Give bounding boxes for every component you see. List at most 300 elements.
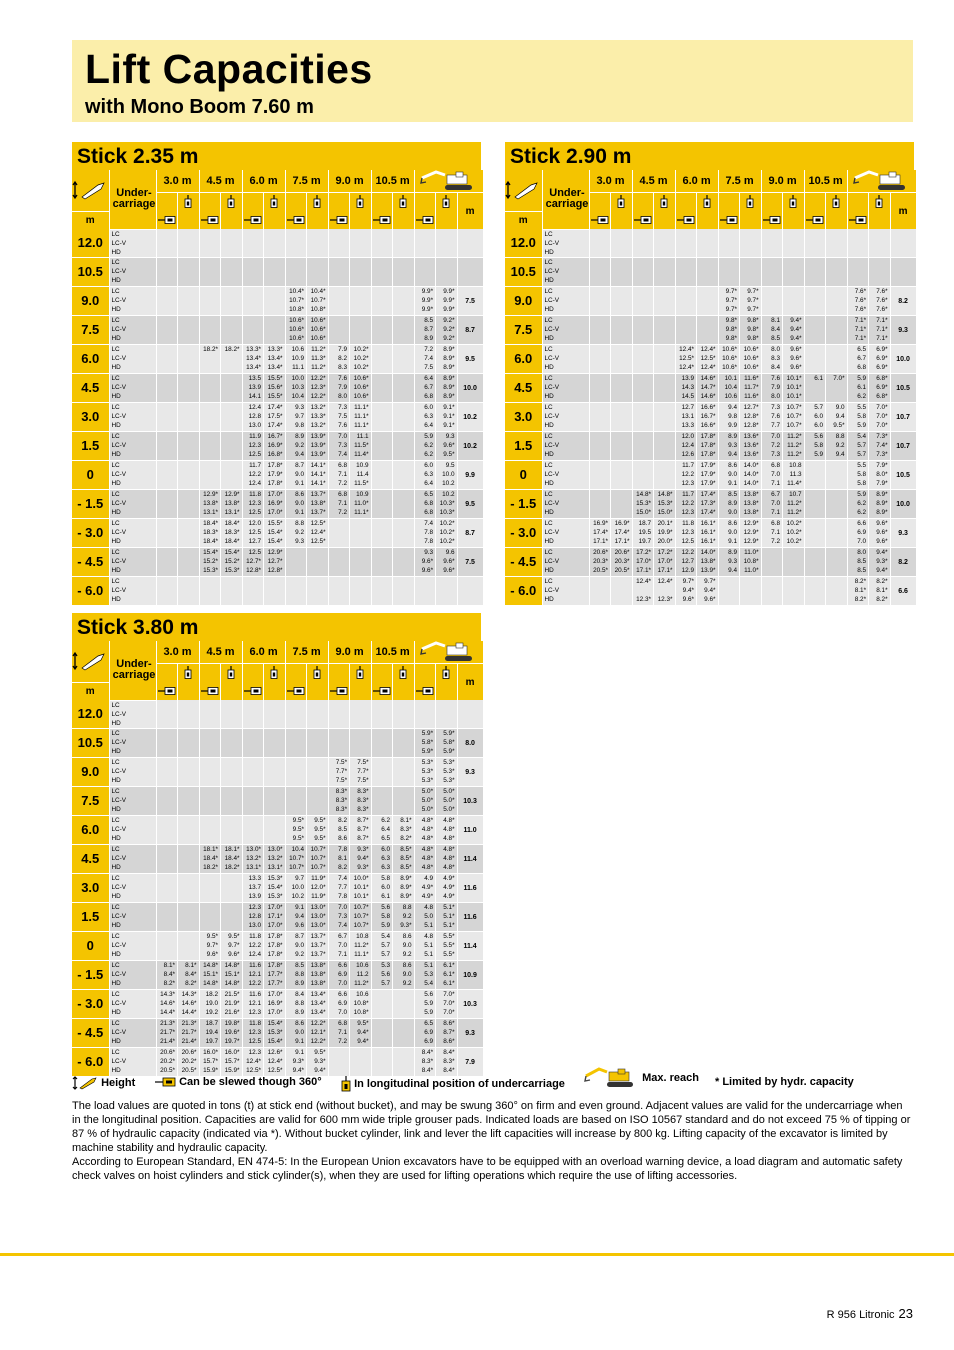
lift-capacity-table: [72, 641, 484, 1077]
table-row: [72, 1048, 483, 1077]
capacity-cell: [199, 374, 221, 403]
capacity-cell: [178, 258, 200, 287]
capacity-cell: 13.2* 13.3* 13.2*: [307, 403, 329, 432]
capacity-cell: 14.3* 14.6* 14.4*: [156, 990, 178, 1019]
undercarriage-types: LC LC-V HD: [109, 990, 156, 1019]
capacity-cell: [654, 345, 676, 374]
capacity-cell: [589, 287, 611, 316]
table-row: [72, 932, 483, 961]
capacity-cell: [156, 403, 178, 432]
capacity-cell: [675, 229, 697, 258]
legend-max-reach: [583, 1066, 699, 1090]
capacity-cell: [178, 287, 200, 316]
capacity-cell: [371, 758, 393, 787]
capacity-cell: [371, 229, 393, 258]
capacity-cell: 9.7 10.0 10.2: [285, 874, 307, 903]
capacity-cell: 11.6* 11.7* 11.6*: [740, 374, 762, 403]
capacity-cell: [242, 700, 264, 729]
capacity-cell: [826, 577, 848, 606]
longitudinal-icon-cell: [740, 211, 762, 229]
undercarriage-types: LC LC-V HD: [109, 548, 156, 577]
longitudinal-icon-cell: [783, 193, 805, 212]
capacity-cell: 6.0 6.3 6.4: [414, 461, 436, 490]
undercarriage-types: LC LC-V HD: [542, 287, 589, 316]
capacity-cell: [156, 758, 178, 787]
capacity-cell: 8.9* 8.9* 8.9*: [869, 490, 891, 519]
longitudinal-icon: [703, 195, 711, 208]
capacity-cell: [156, 816, 178, 845]
capacity-cell: [178, 874, 200, 903]
capacity-cell: 18.4* 18.3* 18.4*: [221, 519, 243, 548]
capacity-cell: [178, 548, 200, 577]
capacity-cell: 14.0* 14.0* 14.0*: [740, 461, 762, 490]
capacity-cell: 17.4* 17.3* 17.4*: [697, 490, 719, 519]
capacity-cell: 11.7 12.2 12.3: [675, 461, 697, 490]
capacity-cell: [221, 374, 243, 403]
capacity-cell: [264, 229, 286, 258]
slew-icon-cell: [242, 664, 264, 683]
undercarriage-types: LC LC-V HD: [109, 700, 156, 729]
capacity-cell: [264, 816, 286, 845]
capacity-cell: [199, 903, 221, 932]
capacity-cell: 16.9* 17.4* 17.1*: [589, 519, 611, 548]
capacity-cell: [178, 787, 200, 816]
capacity-cell: [328, 729, 350, 758]
capacity-cell: 5.9* 5.8* 5.9*: [414, 729, 436, 758]
capacity-cell: 9.1 9.4 9.6: [285, 903, 307, 932]
table-row: [505, 345, 916, 374]
capacity-cell: 5.6 5.8 5.9: [804, 432, 826, 461]
capacity-cell: [804, 461, 826, 490]
row-height: 0: [505, 461, 542, 490]
slew-icon-cell: [199, 211, 221, 229]
capacity-cell: 7.0* 7.0* 7.0*: [869, 403, 891, 432]
capacity-cell: 10.6 10.8* 10.8*: [350, 990, 372, 1019]
slew-360-icon: [330, 686, 348, 696]
capacity-cell: [328, 287, 350, 316]
capacity-cell: 4.8 5.0 5.1: [414, 903, 436, 932]
capacity-cell: 13.9* 13.9* 13.9*: [307, 432, 329, 461]
capacity-cell: [761, 258, 783, 287]
max-reach-value: 9.3: [457, 1019, 483, 1048]
capacity-cell: 7.1* 7.1* 7.1*: [847, 316, 869, 345]
capacity-cell: [393, 990, 415, 1019]
row-height: - 4.5: [72, 548, 109, 577]
slew-icon-cell: [242, 682, 264, 700]
capacity-cell: 16.0* 15.7* 15.9*: [199, 1048, 221, 1077]
capacity-cell: [654, 229, 676, 258]
capacity-cell: 20.6* 20.2* 20.5*: [178, 1048, 200, 1077]
capacity-cell: 7.8 8.1 8.2: [328, 845, 350, 874]
legend-longitudinal-text: In longitudinal position of undercarriage: [354, 1077, 565, 1090]
capacity-cell: [242, 729, 264, 758]
distance-header: 6.0 m: [242, 641, 285, 664]
row-height: 1.5: [72, 432, 109, 461]
capacity-cell: 16.0* 15.7* 15.9*: [221, 1048, 243, 1077]
table-row: [72, 432, 483, 461]
longitudinal-icon-cell: [697, 211, 719, 229]
undercarriage-types: LC LC-V HD: [109, 758, 156, 787]
capacity-cell: [242, 316, 264, 345]
capacity-cell: 10.7* 10.7* 10.7*: [783, 403, 805, 432]
table-row: [505, 577, 916, 606]
page-header: [72, 40, 913, 122]
longitudinal-icon-cell: [826, 193, 848, 212]
max-reach-value: 7.5: [457, 548, 483, 577]
slew-icon-cell: [156, 211, 178, 229]
capacity-cell: [307, 729, 329, 758]
longitudinal-icon-cell: [350, 211, 372, 229]
longitudinal-icon: [270, 195, 278, 208]
capacity-cell: 5.5 5.8 5.9: [847, 403, 869, 432]
capacity-cell: [611, 229, 633, 258]
capacity-cell: 13.8* 13.8* 13.8*: [740, 490, 762, 519]
capacity-cell: [654, 432, 676, 461]
max-reach-value: 10.3: [457, 990, 483, 1019]
max-reach-value: 6.6: [890, 577, 916, 606]
slew-360-icon: [201, 686, 219, 696]
capacity-cell: [783, 548, 805, 577]
longitudinal-icon: [356, 666, 364, 679]
capacity-cell: [199, 700, 221, 729]
height-arrow-icon: [72, 180, 106, 200]
capacity-cell: [371, 490, 393, 519]
capacity-cell: 18.2*: [199, 345, 221, 374]
distance-header: 7.5 m: [285, 641, 328, 664]
capacity-cell: [156, 490, 178, 519]
capacity-cell: 7.0 7.2 7.3: [761, 432, 783, 461]
capacity-cell: [221, 432, 243, 461]
capacity-cell: 13.8* 13.8* 13.8*: [307, 961, 329, 990]
capacity-cell: [156, 519, 178, 548]
max-reach-value: [457, 258, 483, 287]
height-unit-header: m: [505, 211, 542, 229]
row-height: 6.0: [505, 345, 542, 374]
capacity-cell: [307, 258, 329, 287]
capacity-cell: 8.4* 8.3* 8.4*: [436, 1048, 458, 1077]
capacity-cell: [156, 874, 178, 903]
capacity-cell: [221, 903, 243, 932]
undercarriage-types: LC LC-V HD: [109, 577, 156, 606]
capacity-cell: 9.0 9.4 9.5*: [826, 403, 848, 432]
capacity-cell: [740, 577, 762, 606]
capacity-cell: 7.0* 7.0* 7.0*: [436, 990, 458, 1019]
table-row: [72, 345, 483, 374]
undercarriage-header: Under- carriage: [542, 170, 589, 229]
capacity-cell: 10.6 10.9 11.1: [285, 345, 307, 374]
longitudinal-icon: [356, 195, 364, 208]
max-reach-value: 7.9: [457, 1048, 483, 1077]
capacity-cell: 13.4* 13.4* 13.4*: [307, 990, 329, 1019]
capacity-cell: [350, 229, 372, 258]
table-row: [505, 316, 916, 345]
capacity-cell: [632, 461, 654, 490]
max-reach-value: 11.4: [457, 932, 483, 961]
capacity-cell: [264, 577, 286, 606]
undercarriage-header: Under- carriage: [109, 170, 156, 229]
undercarriage-types: LC LC-V HD: [109, 932, 156, 961]
row-height: 6.0: [72, 816, 109, 845]
capacity-cell: [393, 461, 415, 490]
capacity-cell: 21.5* 21.9* 21.6*: [221, 990, 243, 1019]
capacity-cell: [178, 729, 200, 758]
capacity-cell: 12.4* 12.5* 12.4*: [697, 345, 719, 374]
slew-360-icon: [373, 686, 391, 696]
max-reach-value: [457, 577, 483, 606]
max-reach-value: 8.7: [457, 316, 483, 345]
longitudinal-icon-cell: [436, 664, 458, 683]
capacity-cell: 12.9* 13.8* 13.1*: [199, 490, 221, 519]
footer-model: R 956 Litronic: [826, 1309, 895, 1321]
capacity-cell: 9.8* 9.8* 9.8*: [718, 316, 740, 345]
page-title: Lift Capacities: [85, 46, 373, 92]
row-height: 10.5: [505, 258, 542, 287]
table-row: [505, 519, 916, 548]
capacity-cell: [371, 700, 393, 729]
longitudinal-icon-cell: [264, 664, 286, 683]
max-reach-value: 8.2: [890, 287, 916, 316]
capacity-cell: 10.9 11.4 11.5*: [350, 461, 372, 490]
capacity-cell: [264, 729, 286, 758]
row-height: 4.5: [72, 845, 109, 874]
longitudinal-icon-cell: [654, 211, 676, 229]
capacity-cell: [328, 548, 350, 577]
capacity-cell: [393, 345, 415, 374]
capacity-cell: 5.5* 5.5* 5.5*: [436, 932, 458, 961]
slew-icon-cell: [804, 211, 826, 229]
longitudinal-icon-cell: [350, 193, 372, 212]
distance-header: 9.0 m: [761, 170, 804, 193]
undercarriage-types: LC LC-V HD: [109, 729, 156, 758]
capacity-cell: 12.2 12.7 12.9: [675, 548, 697, 577]
capacity-cell: 6.8 7.1 7.2: [328, 490, 350, 519]
capacity-cell: [242, 787, 264, 816]
longitudinal-icon: [184, 666, 192, 679]
height-icon-cell: [72, 170, 109, 211]
capacity-cell: 7.3* 7.4* 7.3*: [869, 432, 891, 461]
capacity-cell: [393, 287, 415, 316]
capacity-cell: [178, 519, 200, 548]
capacity-cell: 9.3 9.6* 9.6*: [414, 548, 436, 577]
capacity-cell: 8.9* 8.9* 8.9*: [393, 874, 415, 903]
capacity-cell: 9.3* 9.4* 9.3*: [350, 845, 372, 874]
longitudinal-icon-cell: [221, 664, 243, 683]
capacity-cell: [178, 758, 200, 787]
capacity-cell: 6.5 6.8 6.8: [414, 490, 436, 519]
capacity-cell: 14.6* 14.7* 14.6*: [697, 374, 719, 403]
row-height: 0: [72, 932, 109, 961]
row-height: 7.5: [72, 787, 109, 816]
undercarriage-types: LC LC-V HD: [109, 816, 156, 845]
capacity-cell: [697, 287, 719, 316]
longitudinal-icon: [341, 1076, 351, 1092]
longitudinal-icon-cell: [393, 664, 415, 683]
capacity-cell: [740, 229, 762, 258]
capacity-cell: 8.5 8.9 9.0: [718, 490, 740, 519]
capacity-cell: [221, 816, 243, 845]
capacity-cell: 13.3 13.7 13.9: [242, 874, 264, 903]
capacity-cell: 10.4 10.7* 10.7*: [285, 845, 307, 874]
capacity-cell: 8.9 9.3 9.4: [718, 548, 740, 577]
capacity-cell: 17.2* 17.0* 17.1*: [654, 548, 676, 577]
capacity-cell: [589, 403, 611, 432]
capacity-cell: [393, 1048, 415, 1077]
capacity-cell: 16.1* 16.1* 16.1*: [697, 519, 719, 548]
max-reach-value: 11.6: [457, 874, 483, 903]
capacity-cell: 15.4* 15.2* 15.3*: [221, 548, 243, 577]
capacity-cell: 16.6* 16.7* 16.6*: [697, 403, 719, 432]
longitudinal-icon-cell: [307, 682, 329, 700]
capacity-cell: [697, 229, 719, 258]
capacity-cell: 17.4* 17.5* 17.4*: [264, 403, 286, 432]
capacity-cell: [221, 758, 243, 787]
capacity-cell: [156, 345, 178, 374]
capacity-cell: [804, 345, 826, 374]
capacity-cell: 8.0 8.3 8.4: [761, 345, 783, 374]
capacity-cell: 6.2 6.4 6.5: [371, 816, 393, 845]
capacity-cell: 9.6* 9.6* 9.6*: [783, 345, 805, 374]
row-height: - 6.0: [505, 577, 542, 606]
distance-header: 9.0 m: [328, 170, 371, 193]
slew-360-icon: [591, 215, 609, 225]
capacity-cell: 10.2* 10.2* 10.2*: [350, 345, 372, 374]
undercarriage-types: LC LC-V HD: [109, 1048, 156, 1077]
row-height: - 6.0: [72, 577, 109, 606]
capacity-cell: 5.3* 5.3* 5.3*: [414, 758, 436, 787]
longitudinal-icon: [660, 195, 668, 208]
capacity-cell: [611, 287, 633, 316]
max-reach-value: 10.0: [457, 374, 483, 403]
capacity-cell: [589, 345, 611, 374]
capacity-cell: [589, 577, 611, 606]
capacity-cell: 12.5 12.7* 12.8*: [242, 548, 264, 577]
capacity-cell: [178, 700, 200, 729]
capacity-cell: [328, 519, 350, 548]
slew-icon-cell: [675, 193, 697, 212]
max-reach-value: 9.3: [457, 758, 483, 787]
longitudinal-icon-cell: [178, 193, 200, 212]
capacity-cell: 6.6 6.9 7.0: [847, 519, 869, 548]
capacity-cell: [350, 258, 372, 287]
capacity-cell: [221, 874, 243, 903]
longitudinal-icon-cell: [869, 193, 891, 212]
capacity-cell: [826, 548, 848, 577]
slew-360-icon: [634, 215, 652, 225]
capacity-cell: 20.6* 20.2* 20.5*: [156, 1048, 178, 1077]
capacity-cell: 7.5* 7.7* 7.5*: [350, 758, 372, 787]
capacity-cell: 12.7* 12.8* 12.8*: [740, 403, 762, 432]
capacity-cell: 18.2 19.0 19.2: [199, 990, 221, 1019]
capacity-cell: [199, 874, 221, 903]
row-height: 12.0: [72, 229, 109, 258]
slew-icon-cell: [285, 193, 307, 212]
capacity-cell: 9.4* 9.3* 9.4*: [869, 548, 891, 577]
longitudinal-icon-cell: [826, 211, 848, 229]
capacity-cell: 9.9* 9.9* 9.9*: [436, 287, 458, 316]
capacity-cell: 6.6 6.9 7.0: [328, 990, 350, 1019]
capacity-cell: [414, 577, 436, 606]
height-arrow-icon: [72, 1076, 98, 1090]
height-arrow-icon: [505, 180, 539, 200]
page-number: 23: [898, 1306, 913, 1321]
capacity-cell: [242, 577, 264, 606]
capacity-cell: 11.1* 11.1* 11.1*: [350, 403, 372, 432]
slew-icon-cell: [414, 211, 436, 229]
capacity-cell: 15.5* 15.4* 15.4*: [264, 519, 286, 548]
capacity-cell: 5.9 6.1 6.2: [847, 374, 869, 403]
capacity-cell: [199, 577, 221, 606]
capacity-cell: [783, 287, 805, 316]
capacity-cell: [178, 903, 200, 932]
capacity-cell: [589, 258, 611, 287]
capacity-cell: 10.9 11.0* 11.1*: [350, 490, 372, 519]
capacity-cell: 8.2* 8.1* 8.2*: [847, 577, 869, 606]
capacity-cell: [371, 729, 393, 758]
distance-header: 10.5 m: [371, 170, 414, 193]
row-height: - 3.0: [505, 519, 542, 548]
capacity-cell: [307, 758, 329, 787]
capacity-cell: [393, 490, 415, 519]
capacity-cell: [178, 845, 200, 874]
capacity-cell: [393, 258, 415, 287]
slew-360-icon: [201, 215, 219, 225]
capacity-cell: 11.9 12.3 12.5: [242, 432, 264, 461]
capacity-cell: 6.6 6.9 7.0: [328, 961, 350, 990]
capacity-cell: 5.9 6.2 6.2: [847, 490, 869, 519]
undercarriage-types: LC LC-V HD: [542, 316, 589, 345]
capacity-cell: 6.1* 6.1* 6.1*: [436, 961, 458, 990]
max-reach-value: 10.3: [457, 787, 483, 816]
slew-360-icon: [849, 215, 867, 225]
longitudinal-icon-cell: [393, 193, 415, 212]
capacity-cell: 10.7 11.2* 11.2*: [783, 490, 805, 519]
capacity-cell: [804, 548, 826, 577]
capacity-cell: 5.3* 5.3* 5.3*: [436, 758, 458, 787]
capacity-cell: 7.6 7.9 8.0: [761, 374, 783, 403]
table-row: [72, 258, 483, 287]
capacity-cell: [697, 258, 719, 287]
capacity-cell: [611, 403, 633, 432]
capacity-cell: [371, 258, 393, 287]
capacity-cell: 18.1* 18.4* 18.2*: [221, 845, 243, 874]
row-height: 3.0: [72, 403, 109, 432]
capacity-cell: [804, 490, 826, 519]
capacity-cell: [783, 258, 805, 287]
capacity-cell: [761, 287, 783, 316]
slew-360-icon: [806, 215, 824, 225]
undercarriage-types: LC LC-V HD: [542, 229, 589, 258]
slew-icon-cell: [199, 193, 221, 212]
legend-longitudinal: [341, 1076, 565, 1092]
longitudinal-icon-cell: [307, 211, 329, 229]
capacity-cell: 10.6 11.2 11.2*: [350, 961, 372, 990]
undercarriage-types: LC LC-V HD: [109, 461, 156, 490]
capacity-cell: 12.9* 12.9* 12.9*: [740, 519, 762, 548]
row-height: 9.0: [72, 287, 109, 316]
capacity-cell: [632, 258, 654, 287]
capacity-cell: [783, 229, 805, 258]
capacity-cell: [264, 258, 286, 287]
capacity-cell: 12.2* 12.1* 12.2*: [307, 1019, 329, 1048]
capacity-cell: [199, 287, 221, 316]
capacity-cell: 7.5* 7.7* 7.5*: [328, 758, 350, 787]
capacity-cell: [307, 700, 329, 729]
capacity-cell: [847, 258, 869, 287]
row-height: 7.5: [505, 316, 542, 345]
capacity-cell: 10.0 10.3 10.4: [285, 374, 307, 403]
longitudinal-icon: [227, 666, 235, 679]
capacity-cell: 9.1 9.3* 9.4*: [285, 1048, 307, 1077]
